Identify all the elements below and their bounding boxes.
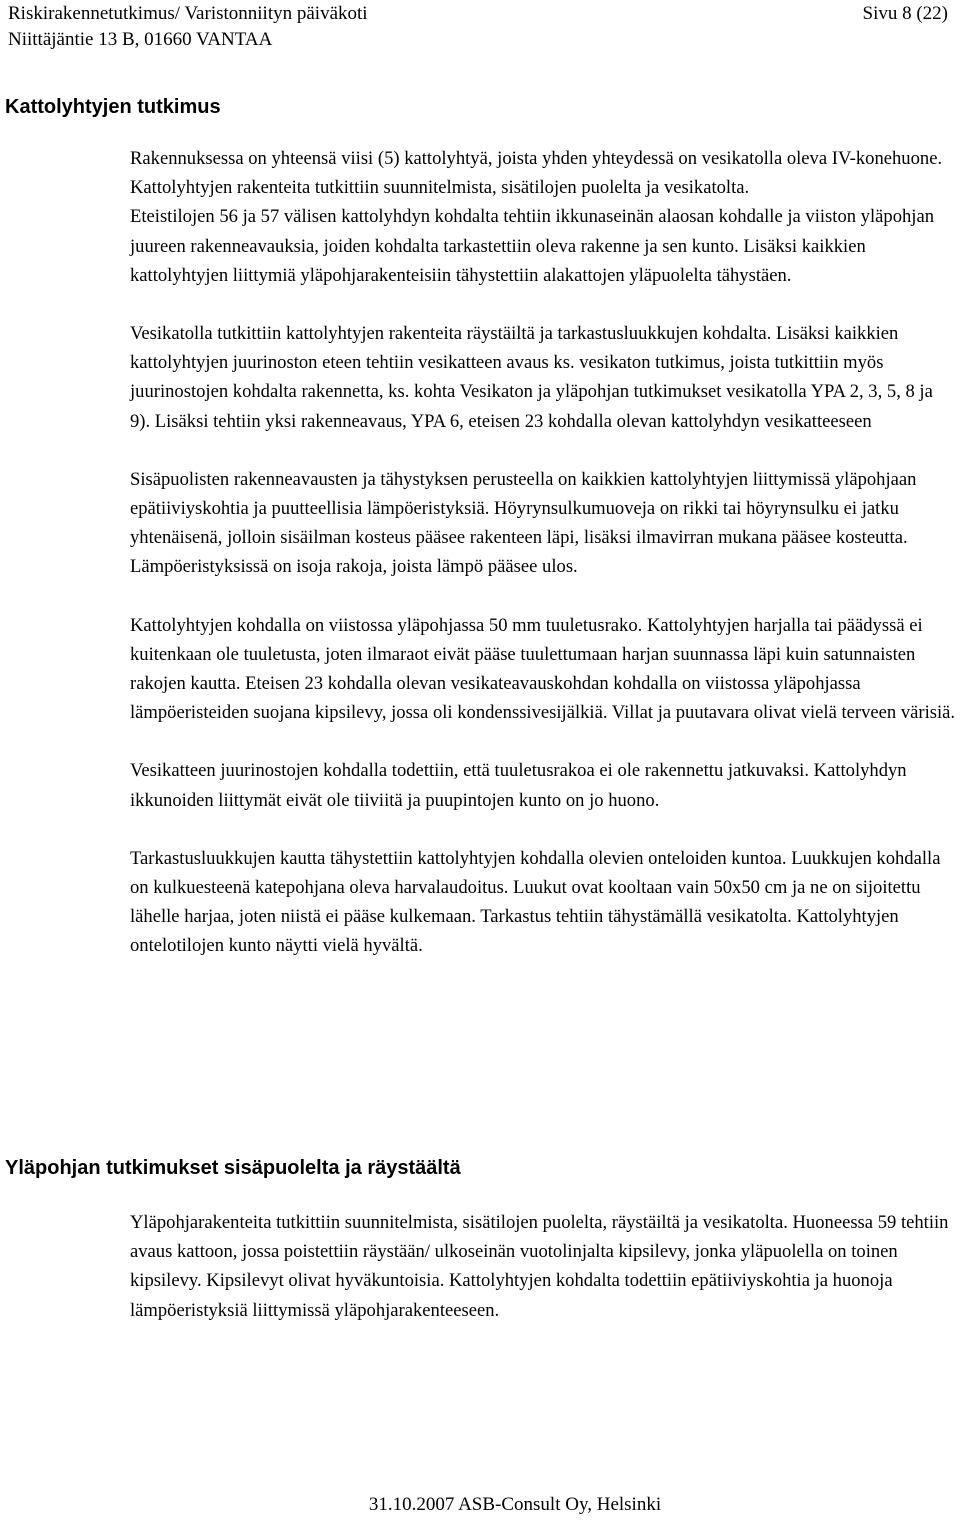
- section-body-kattolyhtyjen: [130, 144, 956, 990]
- paragraph: Yläpohjarakenteita tutkittiin suunnitelmista, sisätilojen puolelta, räystäiltä ja vesikatolta. Huoneessa 59 tehtiin avaus kattoon, jossa poistettiin räystään/ ulkoseinän vuotolinjalta kipsilevy, jonka yläpuolella on toinen kipsilevy. Kipsilevyt olivat hyväkuntoisia. Kattolyhtyjen kohdalta todettiin epätiiviyskohtia ja huonoja lämpöeristyksiä liittymissä yläpohjarakenteeseen.: [130, 1212, 949, 1321]
- paragraph: Tarkastusluukkujen kautta tähystettiin kattolyhtyjen kohdalla olevien onteloiden kuntoa. Luukkujen kohdalla on kulkuesteenä katepohjana oleva harvalaudoitus. Luukut ovat kooltaan vain 50x50 cm ja ne on sijoitettu lähelle harjaa, joten niistä ei pääse kulkemaan. Tarkastus tehtiin tähystämällä vesikatolta. Kattolyhtyjen ontelotilojen kunto näytti vielä hyvältä.: [130, 847, 941, 957]
- page-footer: 31.10.2007 ASB-Consult Oy, Helsinki: [368, 1494, 662, 1515]
- paragraph: Vesikatolla tutkittiin kattolyhtyjen rakenteita räystäiltä ja tarkastusluukkujen kohdalta. Lisäksi kaikkien kattolyhtyjen juurinoston eteen tehtiin vesikatteen avaus ks. vesikaton tutkimus, joista tutkittiin myös juurinostojen kohdalta rakennetta, ks. kohta Vesikaton ja yläpohjan tutkimukset vesikatolla YPA 2, 3, 5, 8 ja 9). Lisäksi tehtiin yksi rakenneavaus, YPA 6, eteisen 23 kohdalla olevan kattolyhdyn vesikatteeseen: [130, 323, 933, 432]
- section-body-ylapohjan: [130, 1208, 956, 1354]
- paragraph: Eteistilojen 56 ja 57 välisen kattolyhdyn kohdalta tehtiin ikkunaseinän alaosan kohdalle ja viiston yläpohjan juureen rakenneavauksia, joiden kohdalta tarkastettiin oleva rakenne ja sen kunto. Lisäksi kaikkien kattolyhtyjen liittymiä yläpohjarakenteisiin tähystettiin alakattojen yläpuolelta tähystäen.: [130, 206, 935, 286]
- paragraph: Kattolyhtyjen kohdalla on viistossa yläpohjassa 50 mm tuuletusrako. Kattolyhtyjen harjalla tai päädyssä ei kuitenkaan ole tuuletusta, joten ilmaraot eivät pääse tuulettumaan harjan suunnassa läpi kuin satunnaisten rakojen kautta. Eteisen 23 kohdalla olevan vesikateavauskohdan kohdalla on viistossa yläpohjassa lämpöeristeiden suojana kipsilevy, jossa oli kondenssivesijälkiä. Villat ja puutavara olivat vielä terveen värisiä.: [130, 614, 956, 724]
- paragraph: Sisäpuolisten rakenneavausten ja tähystyksen perusteella on kaikkien kattolyhtyjen liittymissä yläpohjaan epätiiviyskohtia ja puutteellisia lämpöeristyksiä. Höyrynsulkumuoveja on rikki tai höyrynsulku ei jatku yhtenäisenä, jolloin sisäilman kosteus pääsee rakenteen läpi, lisäksi ilmavirran mukana pääsee kosteutta. Lämpöeristyksissä on isoja rakoja, joista lämpö pääsee ulos.: [130, 468, 917, 578]
- document-address: Niittäjäntie 13 B, 01660 VANTAA: [8, 29, 273, 50]
- paragraph: Rakennuksessa on yhteensä viisi (5) kattolyhtyä, joista yhden yhteydessä on vesikatolla oleva IV-konehuone. Kattolyhtyjen rakenteita tutkittiin suunnitelmista, sisätilojen puolelta ja vesikatolta.: [130, 148, 943, 199]
- document-title: Riskirakennetutkimus/ Varistonniityn päiväkoti: [8, 3, 368, 24]
- page-number: Sivu 8 (22): [862, 3, 948, 24]
- section-heading-ylapohjan: Yläpohjan tutkimukset sisäpuolelta ja räystäältä: [5, 1157, 461, 1179]
- paragraph: Vesikatteen juurinostojen kohdalla todettiin, että tuuletusrakoa ei ole rakennettu jatkuvaksi. Kattolyhdyn ikkunoiden liittymät eivät ole tiiviitä ja puupintojen kunto on jo huono.: [130, 760, 907, 811]
- section-heading-kattolyhtyjen: Kattolyhtyjen tutkimus: [5, 96, 221, 118]
